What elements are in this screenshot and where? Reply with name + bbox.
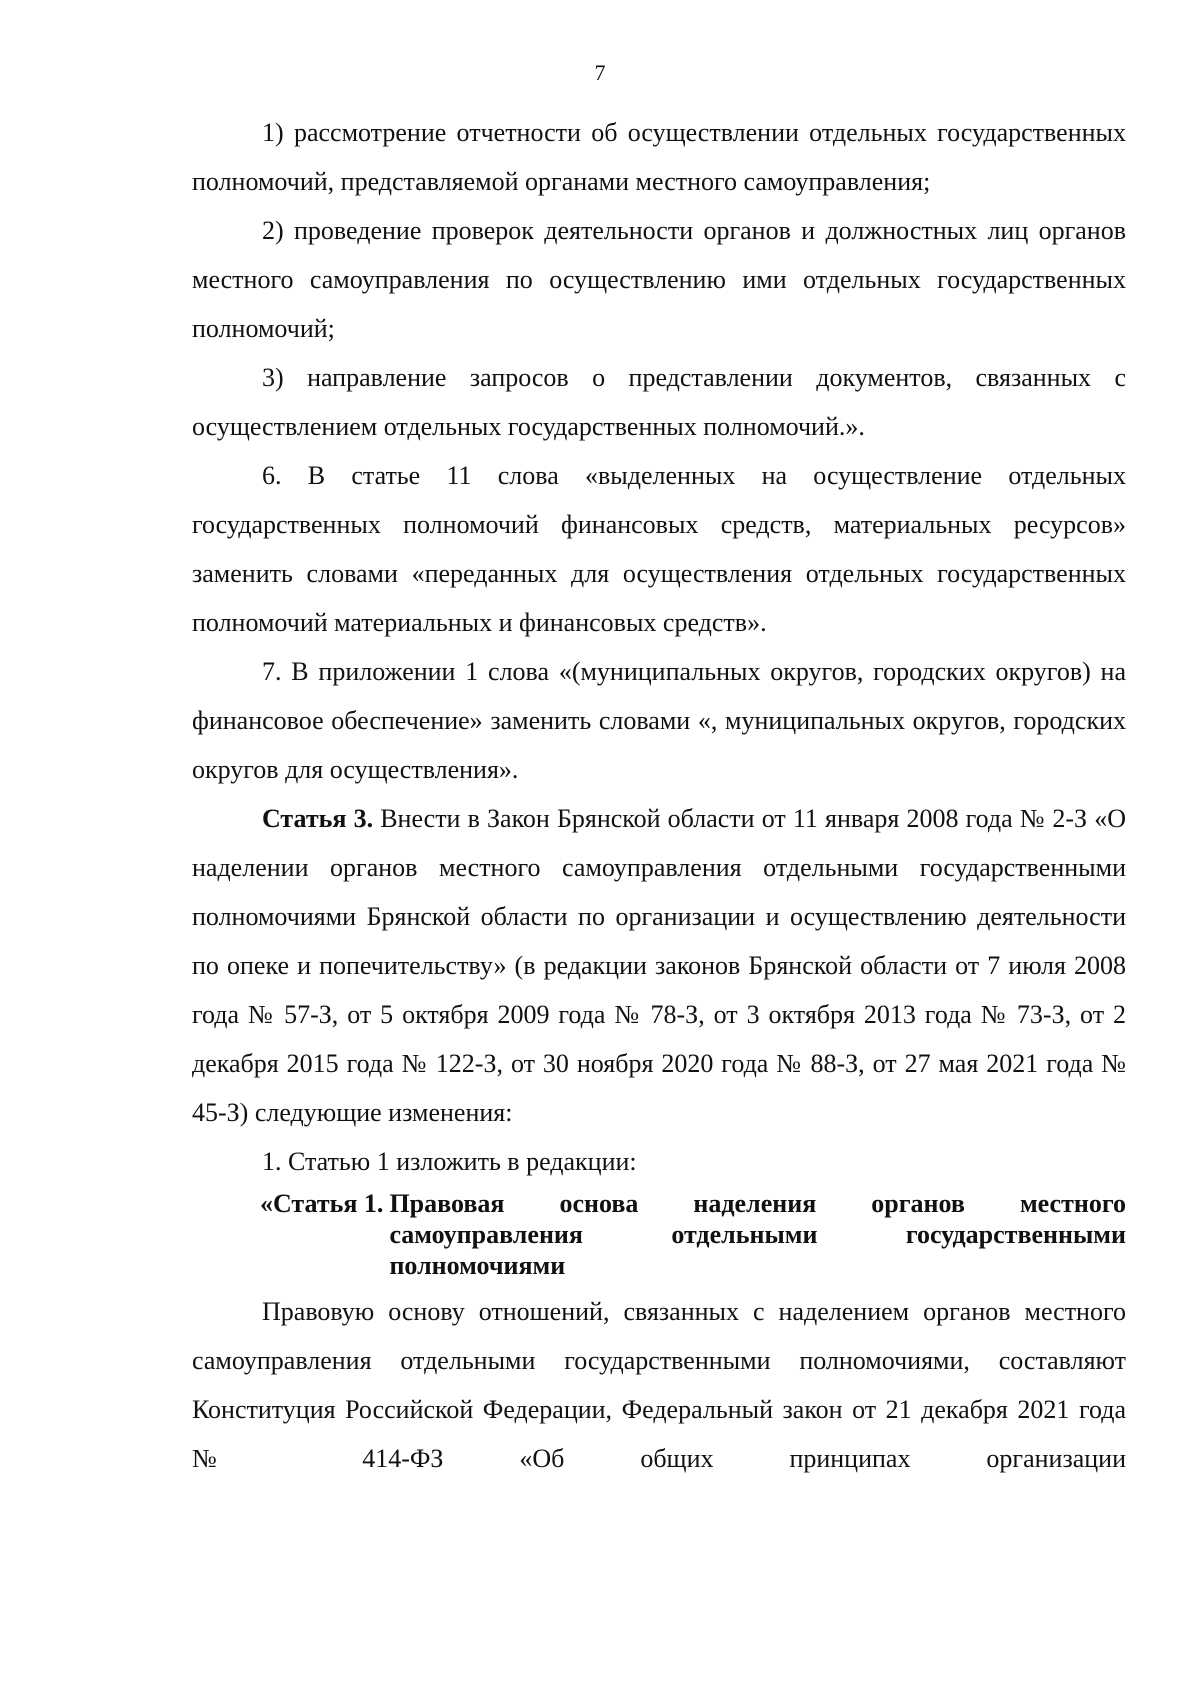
paragraph-item-2: 2) проведение проверок деятельности органов и должностных лиц органов местного самоуправления по осуществлению ими отдельных государственных полномочий; bbox=[192, 216, 1126, 343]
article-1-title: Правовая основа наделения органов местного самоуправления отдельными государственными полномочиями bbox=[389, 1189, 1126, 1280]
document-body bbox=[192, 108, 1126, 1483]
article-1-heading bbox=[260, 1188, 1126, 1281]
paragraph-item-1: 1) рассмотрение отчетности об осуществлении отдельных государственных полномочий, представляемой органами местного самоуправления; bbox=[192, 118, 1126, 196]
paragraph-point-1: 1. Статью 1 изложить в редакции: bbox=[262, 1147, 637, 1176]
paragraph-point-6: 6. В статье 11 слова «выделенных на осуществление отдельных государственных полномочий финансовых средств, материальных ресурсов» заменить словами «переданных для осуществления отдельных государственных полномочий материальных и финансовых средств». bbox=[192, 461, 1126, 637]
paragraph-item-3: 3) направление запросов о представлении документов, связанных с осуществлением отдельных государственных полномочий.». bbox=[192, 363, 1126, 441]
paragraph-article-3 bbox=[192, 794, 1126, 1137]
paragraph-legal-basis: Правовую основу отношений, связанных с наделением органов местного самоуправления отдельными государственными полномочиями, составляют Конституция Российской Федерации, Федеральный закон от 21 декабря 2021 года № 414-ФЗ «Об общих принципах организации bbox=[192, 1297, 1126, 1473]
paragraph-point-7: 7. В приложении 1 слова «(муниципальных округов, городских округов) на финансовое обеспечение» заменить словами «, муниципальных округов, городских округов для осуществления». bbox=[192, 657, 1126, 784]
article-3-text: Внести в Закон Брянской области от 11 января 2008 года № 2-З «О наделении органов местного самоуправления отдельными государственными полномочиями Брянской области по организации и осуществлению деятельности по опеке и попечительству» (в редакции законов Брянской области от 7 июля 2008 года № 57-З, от 5 октября 2009 года № 78-З, от 3 октября 2013 года № 73-З, от 2 декабря 2015 года № 122-З, от 30 ноября 2020 года № 88-З, от 27 мая 2021 года № 45-З) следующие изменения: bbox=[192, 804, 1126, 1127]
article-3-label: Статья 3. bbox=[262, 804, 374, 833]
article-1-label: «Статья 1. bbox=[260, 1189, 384, 1218]
page-number: 7 bbox=[594, 60, 606, 85]
